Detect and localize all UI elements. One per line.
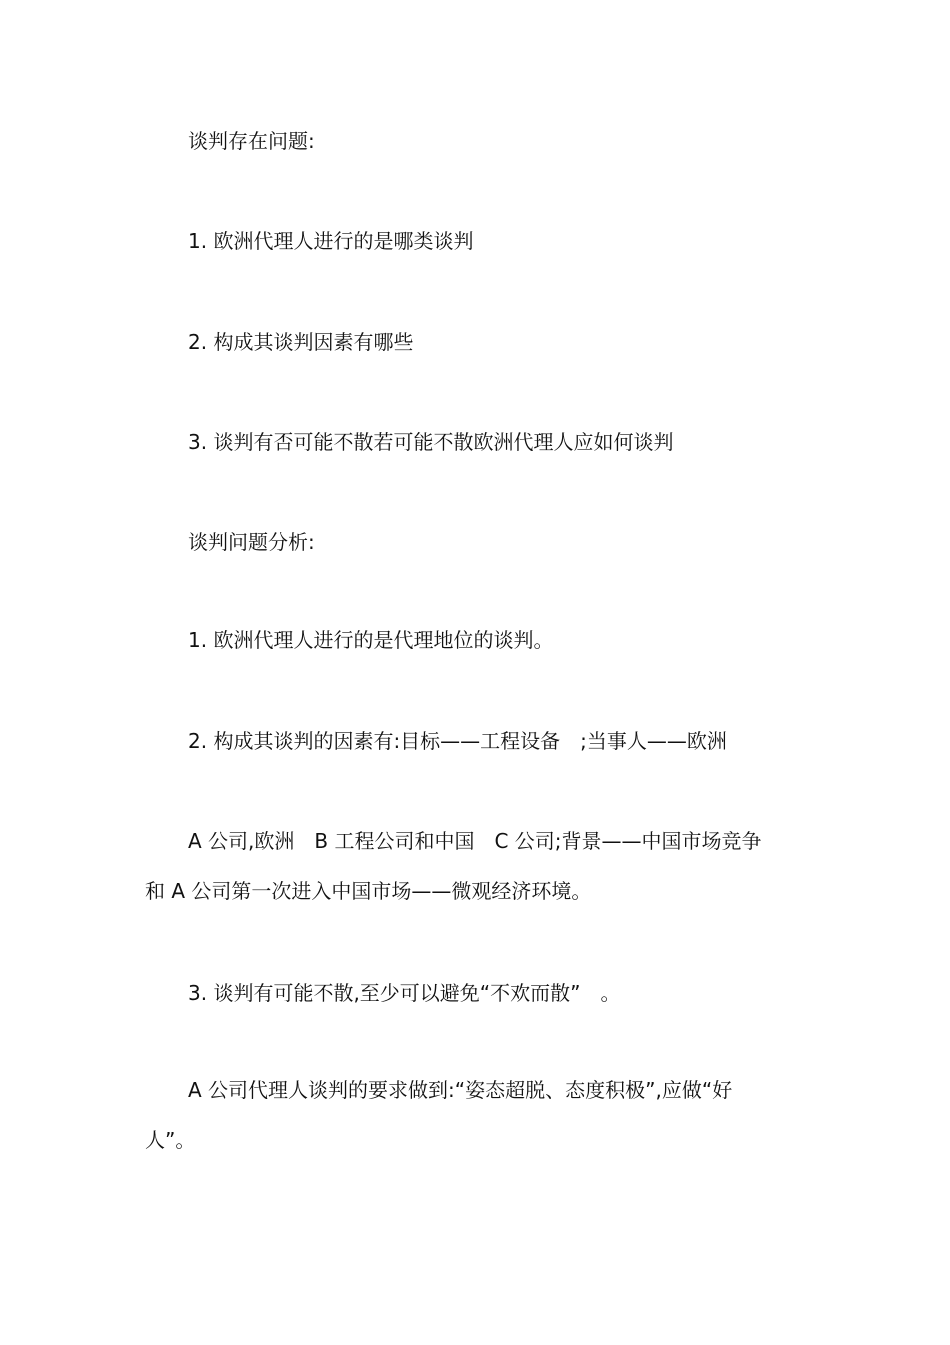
answer-2: 2. 构成其谈判的因素有:目标——工程设备 ;当事人——欧洲 (188, 729, 727, 753)
heading-analysis: 谈判问题分析: (188, 530, 315, 554)
answer-4-line-1: A 公司代理人谈判的要求做到:“姿态超脱、态度积极”,应做“好 (188, 1078, 733, 1102)
answer-2-continued-line-2: 和 A 公司第一次进入中国市场——微观经济环境。 (145, 879, 592, 903)
answer-4 (145, 1065, 815, 1165)
answer-3: 3. 谈判有可能不散,至少可以避免“不欢而散” 。 (188, 981, 621, 1005)
answer-4-line-2: 人”。 (145, 1128, 196, 1152)
answer-2-continued (145, 816, 815, 916)
question-1: 1. 欧洲代理人进行的是哪类谈判 (188, 229, 474, 253)
question-3: 3. 谈判有否可能不散若可能不散欧洲代理人应如何谈判 (188, 430, 674, 454)
heading-questions: 谈判存在问题: (188, 129, 315, 153)
question-2: 2. 构成其谈判因素有哪些 (188, 330, 414, 354)
answer-1: 1. 欧洲代理人进行的是代理地位的谈判。 (188, 628, 554, 652)
answer-2-continued-line-1: A 公司,欧洲 B 工程公司和中国 C 公司;背景——中国市场竞争 (188, 829, 762, 853)
